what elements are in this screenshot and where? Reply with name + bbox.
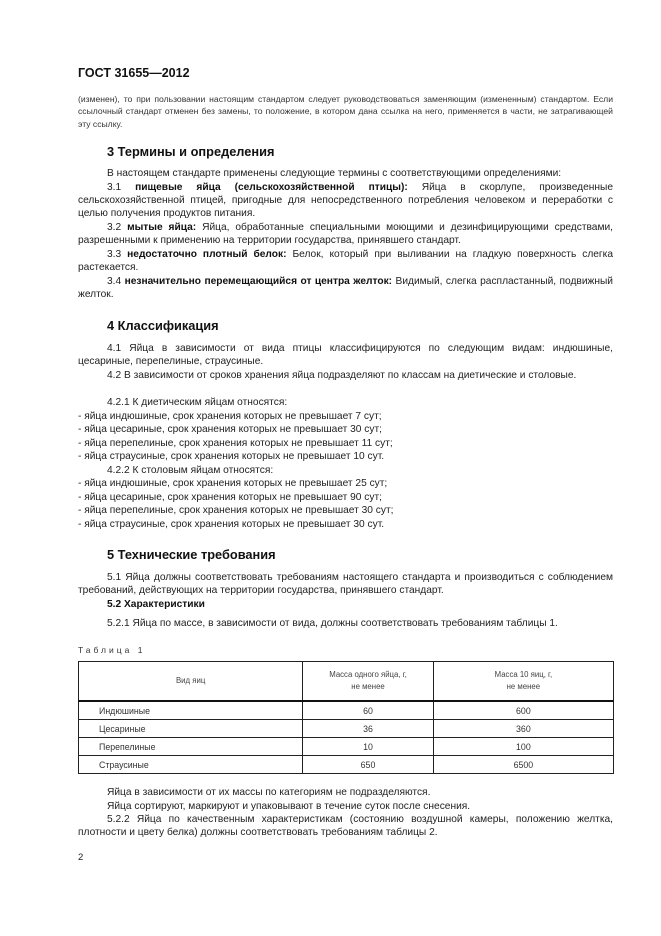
section-3-heading: 3 Термины и определения: [107, 144, 275, 159]
clause-5-2-title: 5.2 Характеристики: [107, 599, 205, 610]
clause-4-2-2: 4.2.2 К столовым яйцам относятся:: [107, 464, 274, 476]
table-egg-item: - яйца индюшиные, срок хранения которых не превышает 25 сут;: [78, 478, 388, 489]
header-egg-type: Вид яиц: [79, 662, 303, 702]
header-mass-one-line1: Масса одного яйца, г,: [329, 670, 407, 679]
note-mass-categories: Яйца в зависимости от их массы по категориям не подразделяются.: [107, 787, 431, 798]
header-mass-ten: [433, 662, 613, 702]
table-row: [79, 720, 614, 738]
term-name: пищевые яйца (сельскохозяйственной птицы):: [135, 181, 408, 193]
header-mass-ten-line2: не менее: [506, 682, 541, 691]
cell-mass-ten: 360: [433, 720, 613, 738]
term-number: 3.2: [107, 222, 128, 233]
term-name: недостаточно плотный белок:: [127, 249, 287, 260]
table-egg-item: - яйца перепелиные, срок хранения которых не превышает 30 сут;: [78, 505, 394, 516]
term-name: незначительно перемещающийся от центра желток:: [124, 276, 393, 287]
cell-mass-ten: 600: [433, 701, 613, 720]
table-egg-item: - яйца цесариные, срок хранения которых не превышает 90 сут;: [78, 491, 382, 503]
cell-mass-ten: 6500: [433, 756, 613, 774]
header-mass-one-line2: не менее: [351, 682, 385, 691]
table-row: [79, 756, 614, 774]
cell-mass-one: 36: [303, 720, 433, 738]
term-3-4: [78, 275, 613, 302]
table-row: [79, 701, 614, 720]
dietary-item: - яйца страусиные, срок хранения которых не превышает 10 сут.: [78, 451, 385, 462]
section-4-heading: 4 Классификация: [107, 318, 219, 333]
note-sorting: Яйца сортируют, маркируют и упаковывают в течение суток после снесения.: [107, 800, 471, 812]
table-egg-item: - яйца страусиные, срок хранения которых не превышает 30 сут.: [78, 518, 385, 530]
cell-mass-one: 10: [303, 738, 433, 756]
dietary-item: - яйца цесариные, срок хранения которых не превышает 30 сут;: [78, 424, 382, 435]
section-5-heading: 5 Технические требования: [107, 547, 276, 562]
term-3-2: [78, 221, 613, 248]
term-3-1: [78, 181, 613, 221]
table-row: [79, 738, 614, 756]
clause-5-1: 5.1 Яйца должны соответствовать требованиям настоящего стандарта и производиться с соблюдением требований, действующих на территории государства, принявшего стандарт.: [78, 572, 613, 597]
term-3-3: [78, 248, 613, 275]
table-1-caption: Таблица 1: [78, 645, 146, 655]
term-number: 3.4: [107, 276, 125, 287]
dietary-item: - яйца индюшиные, срок хранения которых не превышает 7 сут;: [78, 410, 382, 422]
section-3-lead: В настоящем стандарте применены следующие термины с соответствующими определениями:: [107, 168, 562, 179]
header-mass-ten-line1: Масса 10 яиц, г,: [494, 670, 553, 679]
cell-egg-type: Индюшиные: [79, 701, 303, 720]
term-number: 3.1: [107, 181, 136, 193]
clause-5-2-2: 5.2.2 Яйца по качественным характеристикам (состоянию воздушной камеры, положению желтка, плотности и цвету белка) должны соответствовать требованиям таблицы 2.: [78, 814, 613, 839]
clause-4-1: 4.1 Яйца в зависимости от вида птицы классифицируются по следующим видам: индюшиные, цесариные, перепелиные, страусиные.: [78, 343, 613, 368]
table-1: [78, 661, 614, 774]
term-number: 3.3: [107, 249, 128, 260]
cell-egg-type: Цесариные: [79, 720, 303, 738]
clause-4-2: 4.2 В зависимости от сроков хранения яйца подразделяют по классам на диетические и столовые.: [107, 370, 577, 381]
dietary-item: - яйца перепелиные, срок хранения которых не превышает 11 сут;: [78, 437, 393, 449]
cell-egg-type: Перепелиные: [79, 738, 303, 756]
intro-paragraph: (изменен), то при пользовании настоящим стандартом следует руководствоваться заменяющим (измененным) стандартом. Если ссылочный стандарт отменен без замены, то положение, в котором дана ссылка на него, применяется в части, не затрагивающей эту ссылку.: [78, 94, 613, 129]
clause-4-2-1: 4.2.1 К диетическим яйцам относятся:: [107, 397, 288, 408]
cell-mass-one: 60: [303, 701, 433, 720]
term-definition: Белок, который при выливании на гладкую поверхность слегка растекается.: [78, 249, 613, 274]
clause-5-2-1: 5.2.1 Яйца по массе, в зависимости от вида, должны соответствовать требованиям таблицы 1.: [107, 618, 558, 629]
clause-5-2-heading: [107, 598, 613, 611]
term-definition: Яйца, обработанные специальными моющими и дезинфицирующими средствами, разрешенными к применению на территории государства, принявшего стандарт.: [78, 222, 613, 247]
term-definition: Видимый, слегка распластанный, подвижный желток.: [78, 276, 613, 301]
term-name: мытые яйца:: [127, 222, 197, 233]
cell-egg-type: Страусиные: [79, 756, 303, 774]
cell-mass-ten: 100: [433, 738, 613, 756]
table-header-row: [79, 662, 614, 702]
document-code: ГОСТ 31655—2012: [78, 66, 190, 80]
page-number: 2: [78, 852, 84, 863]
term-definition: Яйца в скорлупе, произведенные сельскохозяйственной птицей, пригодные для непосредственного потребления человеком и переработки с целью получения продуктов питания.: [78, 181, 614, 220]
header-mass-one: [303, 662, 433, 702]
cell-mass-one: 650: [303, 756, 433, 774]
